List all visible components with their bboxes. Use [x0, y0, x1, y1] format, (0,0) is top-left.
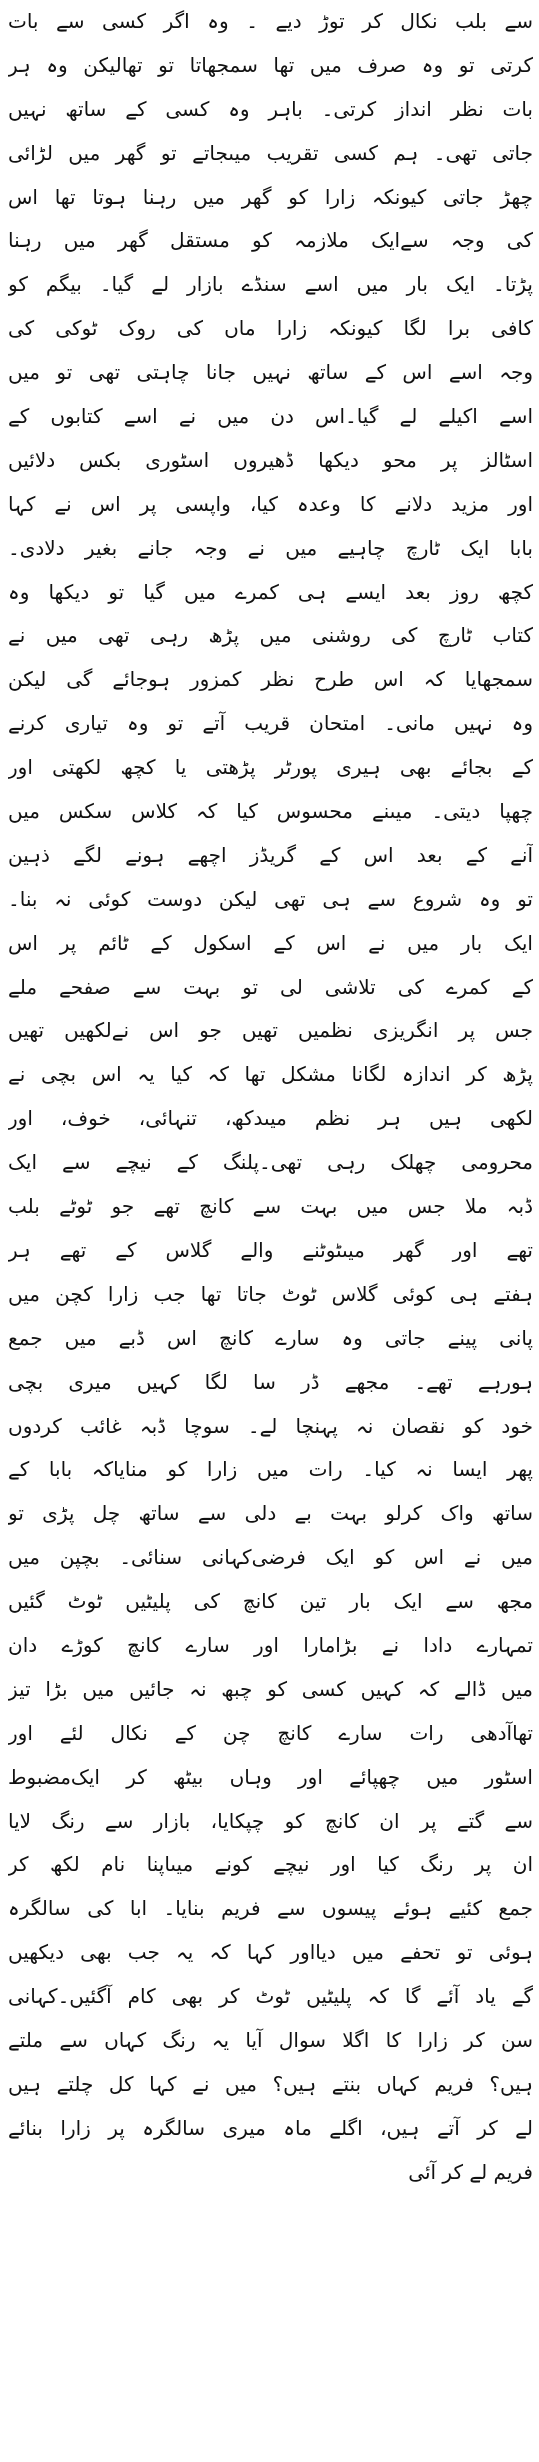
text-line: بابا ایک ٹارچ چاہیے میں نے وجہ جانے بغیر دلادی۔ — [8, 535, 533, 560]
text-line: وہ نہیں مانی۔ امتحان قریب آتے تو وہ تیاری کرنے — [8, 711, 533, 736]
text-line: کچھ روز بعد ایسے ہی کمرے میں گیا تو دیکھا وہ — [8, 579, 533, 604]
text-line: اور مزید دلانے کا وعدہ کیا، واپسی پر اس نے کہا — [8, 491, 533, 516]
text-line: مجھ سے ایک بار تین کانچ کی پلیٹیں ٹوٹ گئیں — [8, 1589, 533, 1614]
text-line: کے بجائے بھی ہیری پورٹر پڑھتی یا کچھ لکھتی اور — [8, 755, 533, 780]
text-line: کتاب ٹارچ کی روشنی میں پڑھ رہی تھی میں نے — [8, 623, 533, 648]
text-line: جمع کئیے ہوئے پیسوں سے فریم بنایا۔ ابا کی سالگرہ — [8, 1896, 533, 1921]
text-line: پڑھ کر اندازہ لگانا مشکل تھا کہ کیا یہ اس بچی نے — [8, 1062, 533, 1087]
text-line: ہفتے ہی کوئی گلاس ٹوٹ جاتا تھا جب زارا کچن میں — [8, 1281, 533, 1306]
text-line: جاتی تھی۔ ہم کسی تقریب میںجاتے تو گھر میں لڑائی — [8, 140, 533, 165]
text-line: وجہ اسے اس کے ساتھ نہیں جانا چاہتی تھی تو میں — [8, 360, 533, 385]
text-line: ڈبہ ملا جس میں بہت سے کانچ تھے جو ٹوٹے بلب — [8, 1194, 533, 1219]
text-line: تھاآدھی رات سارے کانچ چن کے نکال لئے اور — [8, 1720, 533, 1745]
text-line: محرومی چھلک رہی تھی۔پلنگ کے نیچے سے ایک — [8, 1150, 533, 1175]
text-line: خود کو نقصان نہ پہنچا لے۔ سوچا ڈبہ غائب کردوں — [8, 1413, 533, 1438]
text-line: کرتی تو وہ صرف میں تھا سمجھاتا تو تھالیکن وہ ہر — [8, 52, 533, 77]
text-line: میں نے اس کو ایک فرضی‌کہانی سنائی۔ بچپن میں — [8, 1545, 533, 1570]
text-line: تو وہ شروع سے ہی تھی لیکن دوست کوئی نہ بنا۔ — [8, 886, 533, 911]
text-line: ایک بار میں نے اس کے اسکول کے ٹائم پر اس — [8, 930, 533, 955]
text-line: تھے اور گھر میںٹوٹنے والے گلاس کے تھے ہر — [8, 1237, 533, 1262]
text-line: میں ڈالے کہ کہیں کسی کو چبھ نہ جائیں میں بڑا تیز — [8, 1676, 533, 1701]
text-line: سن کر زارا کا اگلا سوال آیا یہ رنگ کہاں سے ملتے — [8, 2027, 533, 2052]
text-line: چھپا دیتی۔ میںنے محسوس کیا کہ کلاس سکس میں — [8, 799, 533, 824]
text-line: پھر ایسا نہ کیا۔ رات میں زارا کو منایاکہ بابا کے — [8, 1457, 533, 1482]
text-line: تمہارے دادا نے بڑامارا اور سارے کانچ کوڑے دان — [8, 1632, 533, 1657]
text-line: کافی برا لگا کیونکہ زارا ماں کی روک ٹوکی کی — [8, 316, 533, 341]
text-line: پانی پینے جاتی وہ سارے کانچ اس ڈبے میں جمع — [8, 1325, 533, 1350]
text-line: جس پر انگریزی نظمیں تھیں جو اس نےلکھیں تھیں — [8, 1018, 533, 1043]
text-line: فریم لے کر آئی — [408, 2159, 533, 2184]
text-line: اسٹور میں چھپائے اور وہاں بیٹھ کر ایک‌مضبوط — [8, 1764, 533, 1789]
text-line: بات نظر انداز کرتی۔ باہر وہ کسی کے ساتھ نہیں — [8, 96, 533, 121]
text-line: اسے اکیلے لے گیا۔اس دن میں نے اسے کتابوں کے — [8, 404, 533, 429]
text-line: لکھی ہیں ہر نظم میںدکھ، تنہائی، خوف، اور — [8, 1106, 533, 1131]
text-line: اسٹالز پر محو دیکھا ڈھیروں اسٹوری بکس دلائیں — [8, 447, 533, 472]
text-line: ہیں؟ فریم کہاں بنتے ہیں؟ میں نے کہا کل چلتے ہیں — [8, 2071, 533, 2096]
text-line: گے یاد آئے گا کہ پلیٹیں ٹوٹ کر بھی کام آگئیں۔کہانی — [8, 1984, 533, 2009]
text-line: ہوئی تو تحفے میں دیااور کہا کہ یہ جب بھی دیکھیں — [8, 1940, 533, 1965]
text-line: آنے کے بعد اس کے گریڈز اچھے ہونے لگے ذہین — [8, 842, 533, 867]
text-line: کے کمرے کی تلاشی لی تو بہت سے صفحے ملے — [8, 974, 533, 999]
text-line: کی وجہ سےایک ملازمہ کو مستقل گھر میں رہنا — [8, 228, 533, 253]
text-line: ساتھ واک کرلو بہت بے دلی سے ساتھ چل پڑی تو — [8, 1501, 533, 1526]
text-line: سے گتے پر ان کانچ کو چپکایا، بازار سے رنگ لایا — [8, 1808, 533, 1833]
text-line: چھڑ جاتی کیونکہ زارا کو گھر میں رہنا ہوتا تھا اس — [8, 184, 533, 209]
text-line: ہورہے تھے۔ مجھے ڈر سا لگا کہیں میری بچی — [8, 1369, 533, 1394]
text-line: ان پر رنگ کیا اور نیچے کونے میںاپنا نام لکھ کر — [8, 1852, 533, 1877]
text-line: سمجھایا کہ اس طرح نظر کمزور ہوجائے گی لیکن — [8, 667, 533, 692]
text-line: لے کر آتے ہیں، اگلے ماہ میری سالگرہ پر زارا بنائے — [8, 2115, 533, 2140]
text-line: پڑتا۔ ایک بار میں اسے سنڈے بازار لے گیا۔ بیگم کو — [8, 272, 533, 297]
text-line: سے بلب نکال کر توڑ دیے ۔ وہ اگر کسی سے بات — [8, 9, 533, 33]
